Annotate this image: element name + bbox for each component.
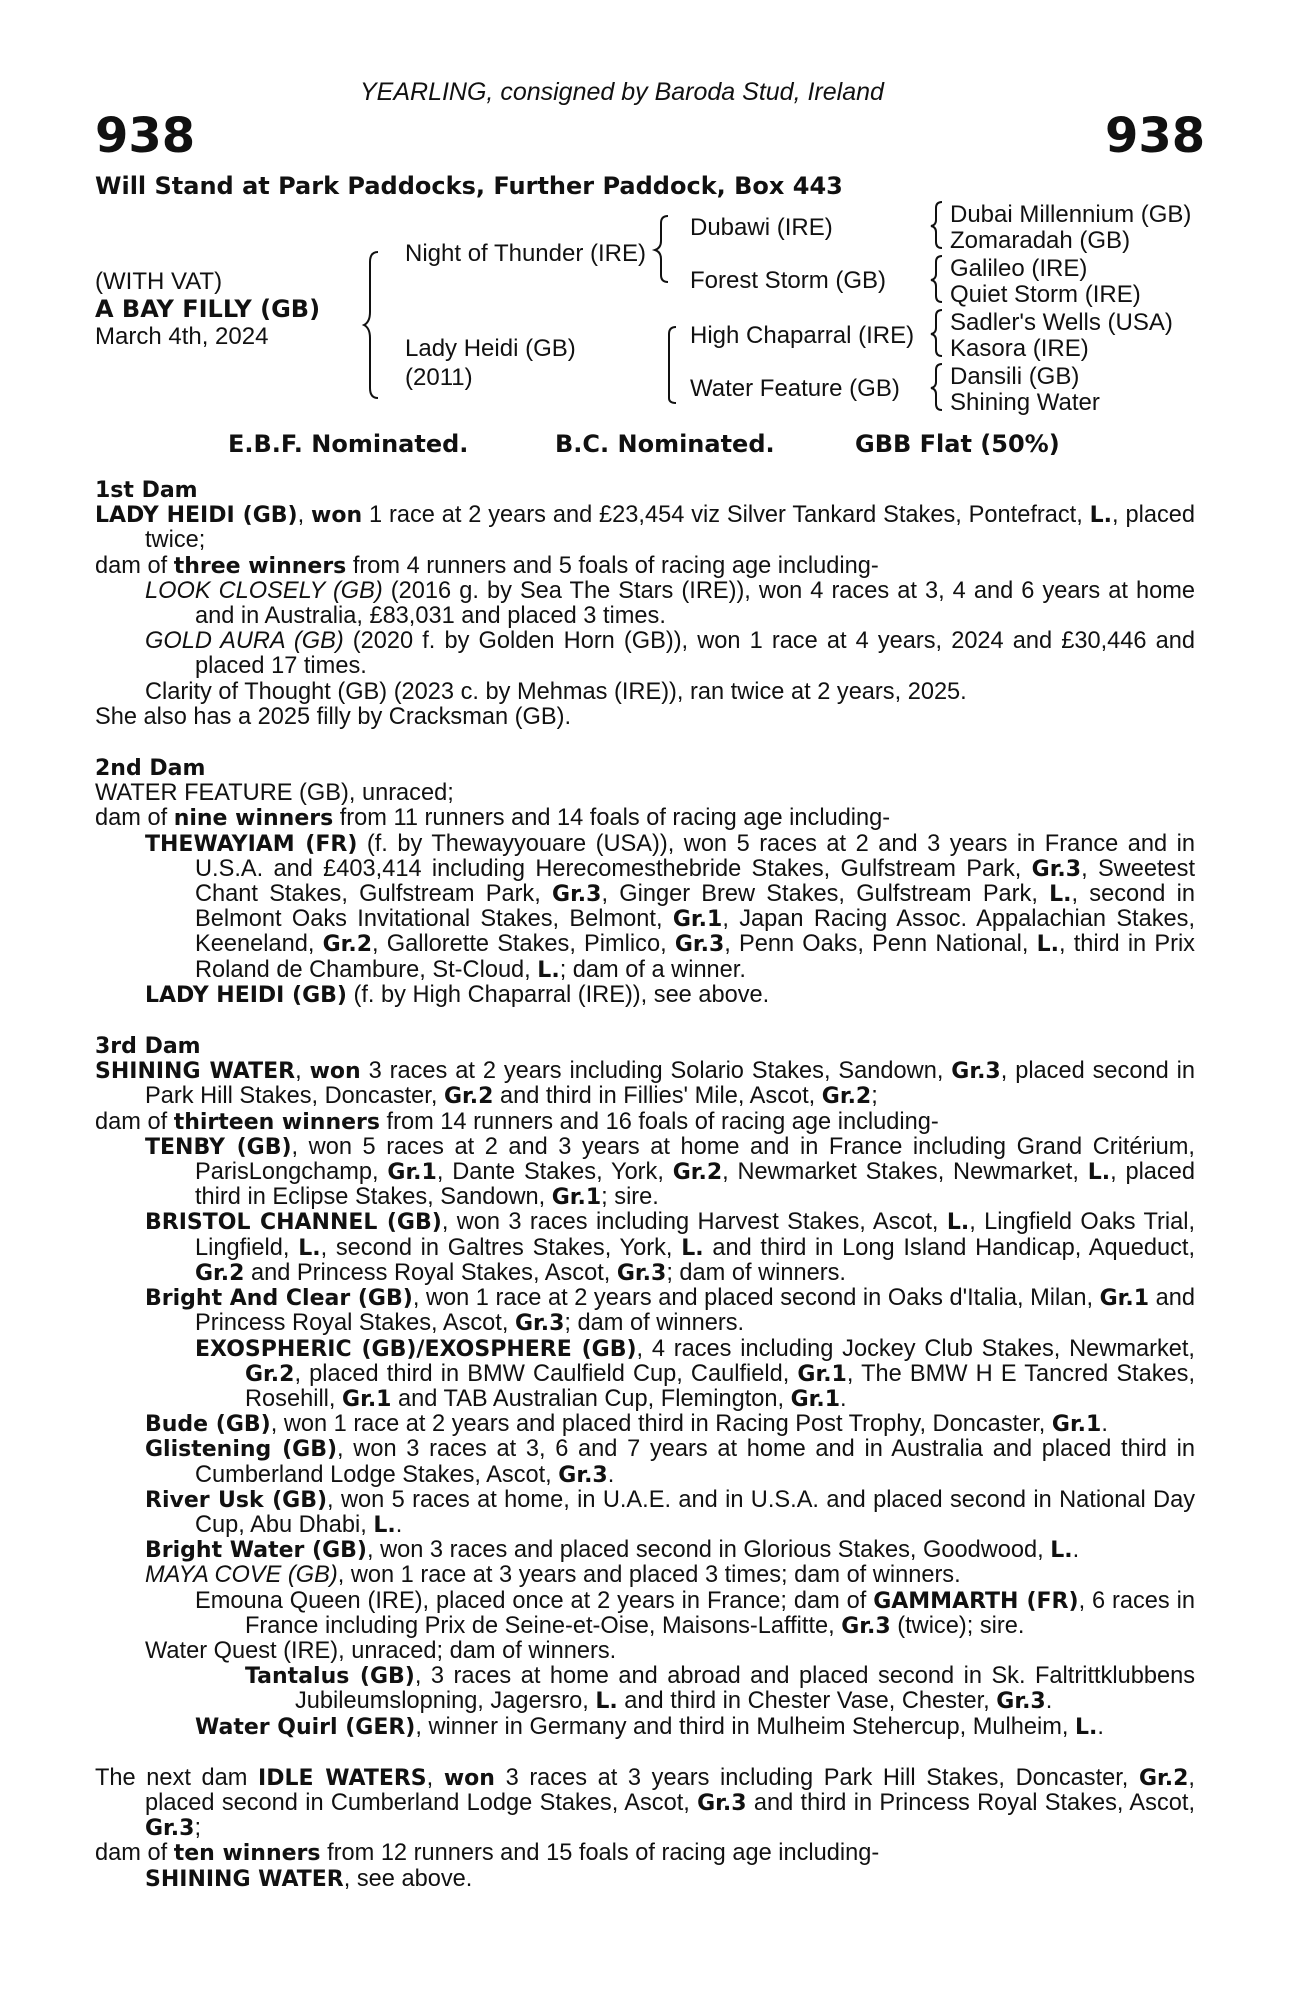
offspring-maya-cove: MAYA COVE (GB), won 1 race at 3 years and placed 3 times; dam of winners. — [145, 1562, 961, 1589]
brace-g3-2 — [930, 254, 944, 304]
vat-note: (WITH VAT) — [95, 268, 223, 295]
first-dam-produce: dam of three winners from 4 runners and 5 foals of racing age including- — [95, 552, 879, 579]
offspring-shining-water: SHINING WATER, see above. — [145, 1865, 473, 1892]
pedigree-g3-7: Dansili (GB) — [950, 363, 1080, 390]
pedigree-g3-8: Shining Water — [950, 389, 1100, 416]
pedigree-g3-5: Sadler's Wells (USA) — [950, 309, 1173, 336]
pedigree-sire-sire: Dubawi (IRE) — [690, 214, 833, 241]
lot-number-right: 938 — [1105, 108, 1206, 164]
offspring-water-quirl: Water Quirl (GER), winner in Germany and third in Mulheim Stehercup, Mulheim, L.. — [195, 1713, 1104, 1740]
offspring-tenby: TENBY (GB), won 5 races at 2 and 3 years at home and in France including Grand Critérium, ParisLongchamp, Gr.1, Dante Stakes, York, Gr.2, Newmarket Stakes, Newmarket, L., placed third in Eclipse Stakes, Sandown, Gr.1; sire. — [145, 1133, 1195, 1211]
ebf-nomination: E.B.F. Nominated. — [228, 430, 469, 458]
next-dam-record: The next dam IDLE WATERS, won 3 races at 3 years including Park Hill Stakes, Doncaster, Gr.2, placed second in Cumberland Lodge Stakes, Ascot, Gr.3 and third in Princess Royal Stakes, Ascot, Gr.3; — [95, 1764, 1195, 1842]
next-dam-produce: dam of ten winners from 12 runners and 15 foals of racing age including- — [95, 1840, 880, 1867]
produce-record — [95, 478, 1195, 1892]
pedigree-g3-3: Galileo (IRE) — [950, 255, 1088, 282]
catalogue-subtitle: YEARLING, consigned by Baroda Stud, Ireland — [360, 78, 884, 106]
offspring-gold-aura: GOLD AURA (GB) (2020 f. by Golden Horn (GB)), won 1 race at 4 years, 2024 and £30,446 and placed 17 times. — [145, 628, 1196, 680]
first-dam-record: LADY HEIDI (GB), won 1 race at 2 years and £23,454 viz Silver Tankard Stakes, Pontefract, L., placed twice; — [95, 502, 1195, 554]
pedigree-g3-6: Kasora (IRE) — [950, 335, 1089, 362]
brace-dam-line — [662, 325, 682, 405]
offspring-lady-heidi: LADY HEIDI (GB) (f. by High Chaparral (IRE)), see above. — [145, 981, 770, 1008]
stabling-location: Will Stand at Park Paddocks, Further Paddock, Box 443 — [95, 172, 843, 200]
pedigree-dam-dam: Water Feature (GB) — [690, 375, 900, 402]
third-dam-produce: dam of thirteen winners from 14 runners and 16 foals of racing age including- — [95, 1108, 939, 1135]
pedigree-dam-sire: High Chaparral (IRE) — [690, 322, 915, 349]
brace-parents — [366, 250, 386, 400]
offspring-glistening: Glistening (GB), won 3 races at 3, 6 and 7 years at home and in Australia and placed third in Cumberland Lodge Stakes, Ascot, Gr.3. — [145, 1436, 1195, 1488]
offspring-bristol-channel: BRISTOL CHANNEL (GB), won 3 races including Harvest Stakes, Ascot, L., Lingfield Oaks Trial, Lingfield, L., second in Galtres Stakes, York, L. and third in Long Island Handicap, Aqueduct, Gr.2 and Princess Royal Stakes, Ascot, Gr.3; dam of winners. — [145, 1209, 1196, 1286]
offspring-river-usk: River Usk (GB), won 5 races at home, in U.A.E. and in U.S.A. and placed second in National Day Cup, Abu Dhabi, L.. — [145, 1486, 1195, 1538]
offspring-clarity-of-thought: Clarity of Thought (GB) (2023 c. by Mehmas (IRE)), ran twice at 2 years, 2025. — [145, 678, 967, 705]
offspring-water-quest: Water Quest (IRE), unraced; dam of winners. — [145, 1637, 617, 1664]
offspring-tantalus: Tantalus (GB), 3 races at home and abroad and placed second in Sk. Faltrittklubbens Jubileumslopning, Jagersro, L. and third in Chester Vase, Chester, Gr.3. — [245, 1663, 1196, 1715]
pedigree-sire: Night of Thunder (IRE) — [405, 240, 646, 267]
brace-g3-3 — [930, 308, 944, 358]
brace-g3-1 — [930, 200, 944, 250]
brace-sire-line — [654, 214, 674, 284]
bc-nomination: B.C. Nominated. — [555, 430, 775, 458]
pedigree-dam: Lady Heidi (GB) — [405, 335, 576, 362]
brace-g3-4 — [930, 362, 944, 412]
horse-name: A BAY FILLY (GB) — [95, 295, 321, 323]
pedigree-g3-2: Zomaradah (GB) — [950, 227, 1131, 254]
offspring-bright-water: Bright Water (GB), won 3 races and placed second in Glorious Stakes, Goodwood, L.. — [145, 1537, 1080, 1564]
pedigree-dam-year: (2011) — [405, 364, 473, 391]
offspring-bright-and-clear: Bright And Clear (GB), won 1 race at 2 years and placed second in Oaks d'Italia, Milan, Gr.1 and Princess Royal Stakes, Ascot, Gr.3; dam of winners. — [145, 1285, 1195, 1337]
second-dam-heading: 2nd Dam — [95, 756, 206, 782]
first-dam-heading: 1st Dam — [95, 478, 198, 503]
pedigree-sire-dam: Forest Storm (GB) — [690, 267, 887, 294]
offspring-thewayiam: THEWAYIAM (FR) (f. by Thewayyouare (USA)), won 5 races at 2 and 3 years in France and in U.S.A. and £403,414 including Herecomesthebride Stakes, Gulfstream Park, Gr.3, Sweetest Chant Stakes, Gulfstream Park, Gr.3, Ginger Brew Stakes, Gulfstream Park, L., second in Belmont Oaks Invitational Stakes, Belmont, Gr.1, Japan Racing Assoc. Appalachian Stakes, Keeneland, Gr.2, Gallorette Stakes, Pimlico, Gr.3, Penn Oaks, Penn National, L., third in Prix Roland de Chambure, St-Cloud, L.; dam of a winner. — [145, 830, 1196, 983]
lot-number-left: 938 — [95, 108, 196, 164]
pedigree-g3-1: Dubai Millennium (GB) — [950, 201, 1192, 228]
third-dam-record: SHINING WATER, won 3 races at 2 years including Solario Stakes, Sandown, Gr.3, placed second in Park Hill Stakes, Doncaster, Gr.2 and third in Fillies' Mile, Ascot, Gr.2; — [95, 1058, 1195, 1110]
third-dam-heading: 3rd Dam — [95, 1034, 201, 1060]
gbb-flat: GBB Flat (50%) — [855, 430, 1060, 458]
offspring-bude: Bude (GB), won 1 race at 2 years and placed third in Racing Post Trophy, Doncaster, Gr.1. — [145, 1411, 1108, 1438]
offspring-look-closely: LOOK CLOSELY (GB) (2016 g. by Sea The Stars (IRE)), won 4 races at 3, 4 and 6 years at home and in Australia, £83,031 and placed 3 times. — [145, 577, 1195, 630]
first-dam-note: She also has a 2025 filly by Cracksman (GB). — [95, 703, 572, 730]
offspring-emouna-queen: Emouna Queen (IRE), placed once at 2 years in France; dam of GAMMARTH (FR), 6 races in France including Prix de Seine-et-Oise, Maisons-Laffitte, Gr.3 (twice); sire. — [195, 1587, 1195, 1639]
horse-dob: March 4th, 2024 — [95, 323, 269, 350]
second-dam-produce: dam of nine winners from 11 runners and 14 foals of racing age including- — [95, 805, 891, 832]
second-dam-record: WATER FEATURE (GB), unraced; — [95, 780, 454, 807]
pedigree-g3-4: Quiet Storm (IRE) — [950, 281, 1141, 308]
offspring-exospheric: EXOSPHERIC (GB)/EXOSPHERE (GB), 4 races including Jockey Club Stakes, Newmarket, Gr.2, placed third in BMW Caulfield Cup, Caulfield, Gr.1, The BMW H E Tancred Stakes, Rosehill, Gr.1 and TAB Australian Cup, Flemington, Gr.1. — [195, 1335, 1195, 1412]
